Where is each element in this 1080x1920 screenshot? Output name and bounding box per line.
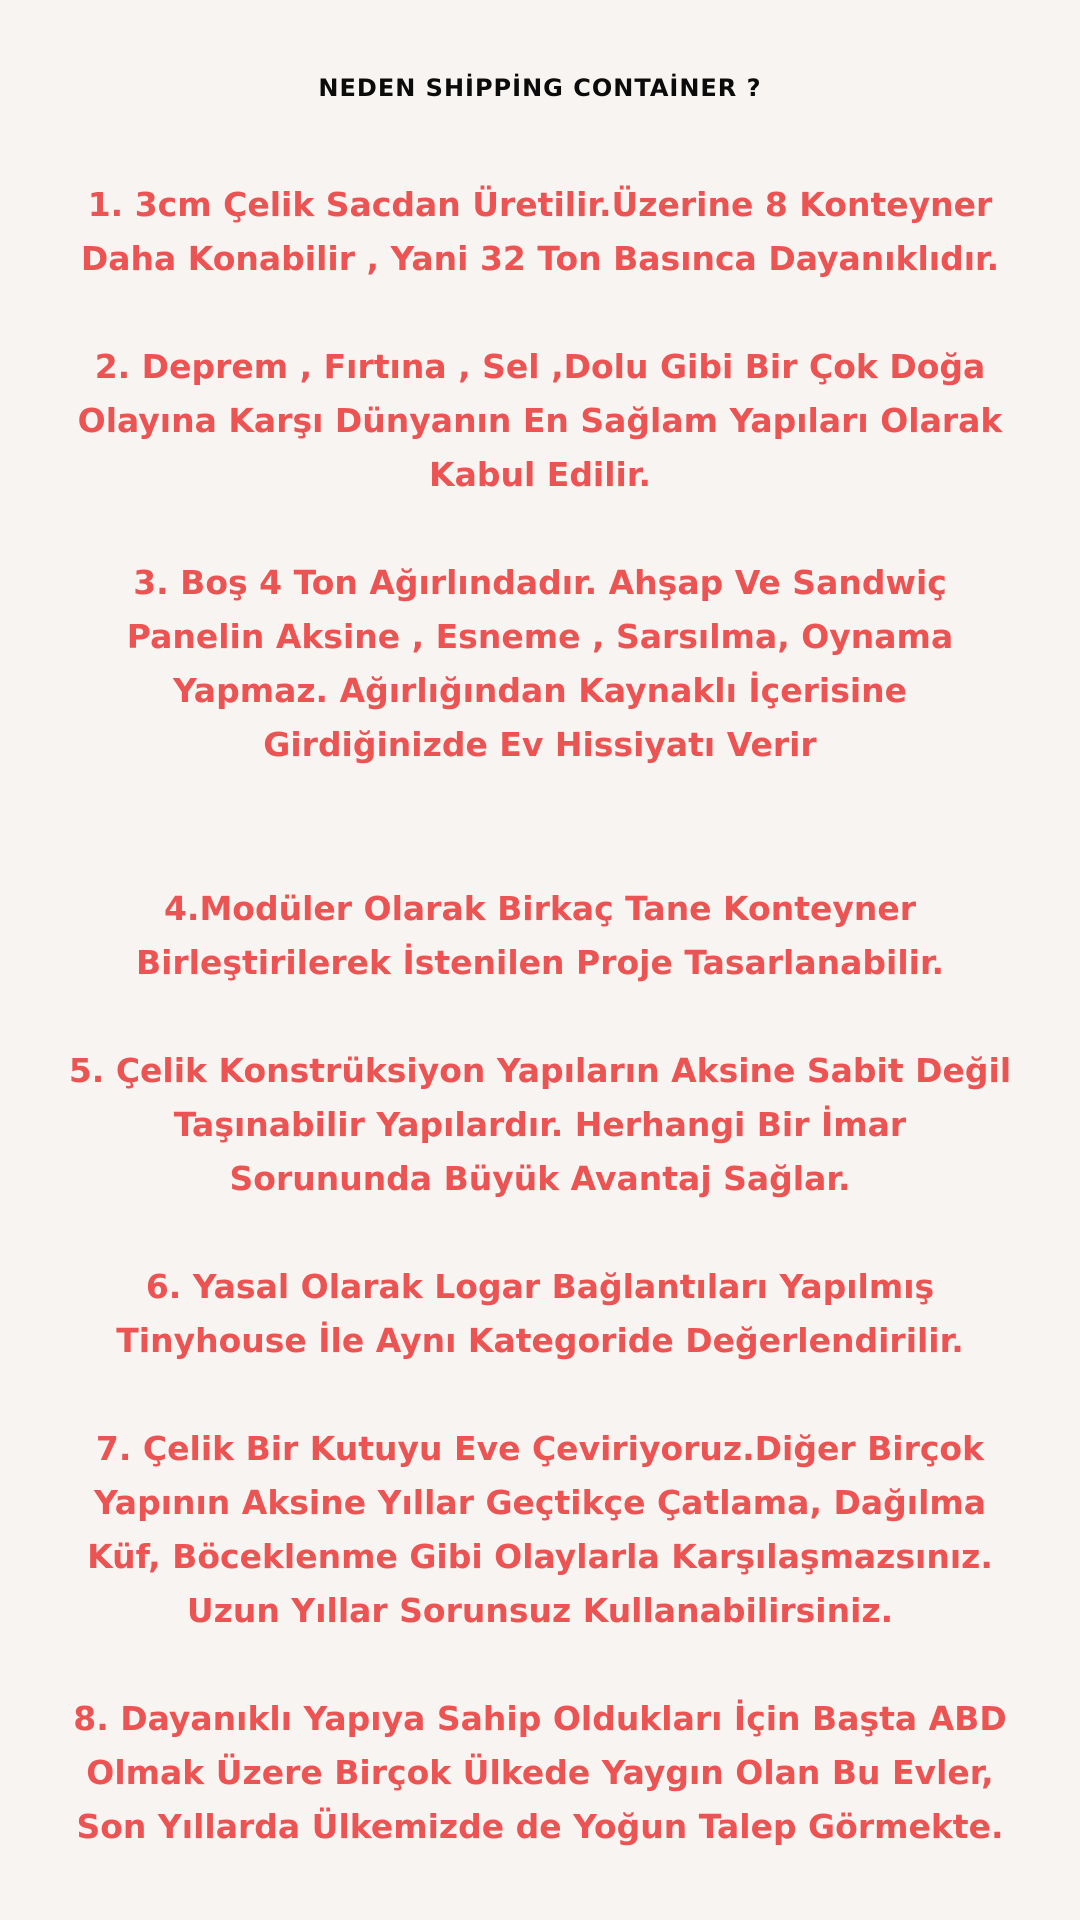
feature-line: Olmak Üzere Birçok Ülkede Yaygın Olan Bu Evler, <box>86 1753 994 1792</box>
feature-line: Taşınabilir Yapılardır. Herhangi Bir İmar <box>173 1105 907 1144</box>
feature-item-4 <box>60 882 1020 990</box>
feature-line: 8. Dayanıklı Yapıya Sahip Oldukları İçin Başta ABD <box>73 1699 1007 1738</box>
feature-line: Son Yıllarda Ülkemizde de Yoğun Talep Görmekte. <box>76 1807 1004 1846</box>
feature-line: Yapmaz. Ağırlığından Kaynaklı İçerisine <box>172 671 908 710</box>
feature-line: Girdiğinizde Ev Hissiyatı Verir <box>263 725 817 764</box>
feature-line: Kabul Edilir. <box>429 455 651 494</box>
feature-line: 3. Boş 4 Ton Ağırlındadır. Ahşap Ve Sandwiç <box>133 563 947 602</box>
page-title: NEDEN SHİPPİNG CONTAİNER ? <box>318 74 762 102</box>
feature-line: 1. 3cm Çelik Sacdan Üretilir.Üzerine 8 Konteyner <box>87 185 993 224</box>
feature-line: Küf, Böceklenme Gibi Olaylarla Karşılaşmazsınız. <box>87 1537 993 1576</box>
feature-item-2 <box>60 340 1020 502</box>
feature-item-5 <box>60 1044 1020 1206</box>
feature-item-6 <box>60 1260 1020 1368</box>
feature-item-7 <box>60 1422 1020 1638</box>
feature-item-8 <box>60 1692 1020 1854</box>
feature-item-1 <box>60 178 1020 286</box>
feature-line: Yapının Aksine Yıllar Geçtikçe Çatlama, Dağılma <box>93 1483 987 1522</box>
feature-line: Sorununda Büyük Avantaj Sağlar. <box>229 1159 851 1198</box>
feature-line: Tinyhouse İle Aynı Kategoride Değerlendirilir. <box>116 1321 964 1360</box>
feature-line: 7. Çelik Bir Kutuyu Eve Çeviriyoruz.Diğer Birçok <box>95 1429 985 1468</box>
feature-line: 2. Deprem , Fırtına , Sel ,Dolu Gibi Bir Çok Doğa <box>94 347 986 386</box>
feature-line: Uzun Yıllar Sorunsuz Kullanabilirsiniz. <box>186 1591 894 1630</box>
feature-line: Panelin Aksine , Esneme , Sarsılma, Oynama <box>126 617 954 656</box>
feature-line: 5. Çelik Konstrüksiyon Yapıların Aksine Sabit Değil <box>68 1051 1012 1090</box>
feature-line: 6. Yasal Olarak Logar Bağlantıları Yapılmış <box>145 1267 935 1306</box>
feature-item-3 <box>60 556 1020 772</box>
feature-line: Birleştirilerek İstenilen Proje Tasarlanabilir. <box>135 943 945 982</box>
feature-line: Olayına Karşı Dünyanın En Sağlam Yapıları Olarak <box>77 401 1003 440</box>
feature-line: Daha Konabilir , Yani 32 Ton Basınca Dayanıklıdır. <box>80 239 1000 278</box>
feature-line: 4.Modüler Olarak Birkaç Tane Konteyner <box>163 889 917 928</box>
